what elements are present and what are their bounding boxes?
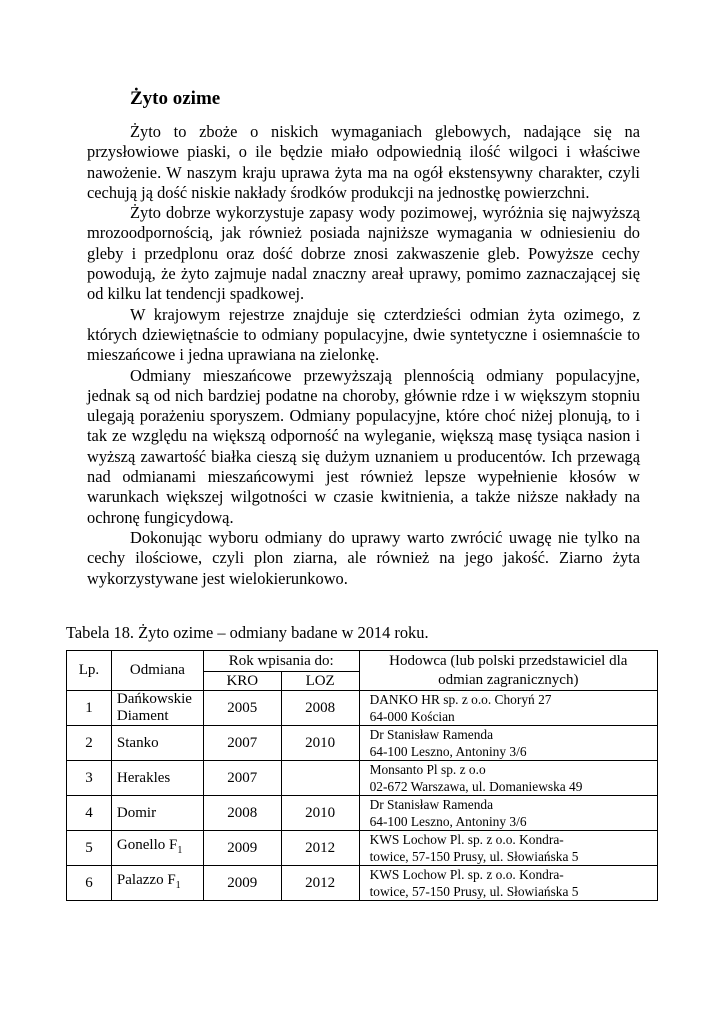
- variety-name: Gonello F: [116, 837, 178, 853]
- table-row: [67, 796, 658, 831]
- cell-breeder: [359, 831, 657, 866]
- table-row: [67, 866, 658, 901]
- breeder-line2: 64-100 Leszno, Antoniny 3/6: [369, 814, 527, 829]
- breeder-line2: towice, 57-150 Prusy, ul. Słowiańska 5: [369, 849, 579, 864]
- variety-name: Dańkowskie: [116, 691, 192, 707]
- cell-breeder: [359, 761, 657, 796]
- cell-variety: [111, 866, 203, 901]
- paragraph: W krajowym rejestrze znajduje się czterdzieści odmian żyta ozimego, z których dziewiętnaście to odmiany populacyjne, dwie syntetyczne i osiemnaście to mieszańcowe i jedna uprawiana na zielonkę.: [87, 304, 640, 365]
- cell-lp: 3: [67, 761, 112, 796]
- header-lp: Lp.: [67, 651, 112, 691]
- cell-kro: 2007: [203, 761, 281, 796]
- table-row: [67, 691, 658, 726]
- header-hodowca-line2: odmian zagranicznych): [438, 671, 579, 688]
- breeder-line2: 64-000 Kościan: [369, 709, 455, 724]
- breeder-line1: Monsanto Pl sp. z o.o: [369, 762, 486, 777]
- cell-breeder: [359, 866, 657, 901]
- paragraph: Odmiany mieszańcowe przewyższają plennością odmiany populacyjne, jednak są od nich bardziej podatne na choroby, głównie rdze i w większym stopniu ulegają porażeniu sporyszem. Odmiany populacyjne, które choć niżej plonują, to i tak ze względu na większą odporność na wyleganie, większą masę tysiąca nasion i wyższą zawartość białka cieszą się dużym uznaniem u producentów. Ich przewagą nad odmianami mieszańcowymi jest również lepsze wypełnienie kłosów w warunkach większej wilgotności w czasie kwitnienia, a także niższe nakłady na ochronę fungicydową.: [87, 365, 640, 527]
- variety-subscript: 1: [177, 845, 183, 856]
- cell-kro: 2005: [203, 691, 281, 726]
- cell-variety: [111, 761, 203, 796]
- cell-breeder: [359, 796, 657, 831]
- header-odmiana: Odmiana: [111, 651, 203, 691]
- cell-variety: [111, 831, 203, 866]
- table-body: [67, 691, 658, 901]
- breeder-line2: towice, 57-150 Prusy, ul. Słowiańska 5: [369, 884, 579, 899]
- cell-loz: 2010: [281, 726, 359, 761]
- cell-breeder: [359, 691, 657, 726]
- cell-kro: 2007: [203, 726, 281, 761]
- variety-subscript: 1: [175, 880, 181, 891]
- cell-loz: [281, 761, 359, 796]
- cell-lp: 5: [67, 831, 112, 866]
- section-heading: Żyto ozime: [130, 88, 221, 109]
- header-rok-wpisania: Rok wpisania do:: [203, 651, 359, 672]
- breeder-line1: KWS Lochow Pl. sp. z o.o. Kondra-: [369, 832, 564, 847]
- cell-loz: 2012: [281, 866, 359, 901]
- breeder-line1: Dr Stanisław Ramenda: [369, 727, 494, 742]
- breeder-line2: 64-100 Leszno, Antoniny 3/6: [369, 744, 527, 759]
- cell-loz: 2010: [281, 796, 359, 831]
- variety-name: Stanko: [116, 734, 159, 751]
- cell-lp: 6: [67, 866, 112, 901]
- header-hodowca: [359, 651, 657, 691]
- cell-loz: 2012: [281, 831, 359, 866]
- variety-name: Domir: [116, 804, 157, 821]
- cell-kro: 2009: [203, 866, 281, 901]
- cell-kro: 2009: [203, 831, 281, 866]
- breeder-line1: Dr Stanisław Ramenda: [369, 797, 494, 812]
- variety-name: Herakles: [116, 769, 171, 786]
- cell-loz: 2008: [281, 691, 359, 726]
- breeder-line1: DANKO HR sp. z o.o. Choryń 27: [369, 692, 552, 707]
- paragraph: Żyto dobrze wykorzystuje zapasy wody pozimowej, wyróżnia się najwyższą mrozoodpornością, jak również posiada najniższe wymagania w odniesieniu do gleby i przedplonu oraz dość dobrze znosi zakwaszenie gleb. Powyższe cechy powodują, że żyto zajmuje nadal znaczny areał uprawy, pomimo zaznaczającej się od kilku lat tendencji spadkowej.: [87, 203, 640, 304]
- breeder-line1: KWS Lochow Pl. sp. z o.o. Kondra-: [369, 867, 564, 882]
- header-loz: LOZ: [281, 672, 359, 691]
- header-kro: KRO: [203, 672, 281, 691]
- cell-variety: [111, 726, 203, 761]
- cell-lp: 1: [67, 691, 112, 726]
- variety-name: Palazzo F: [116, 872, 176, 888]
- cell-lp: 2: [67, 726, 112, 761]
- breeder-line2: 02-672 Warszawa, ul. Domaniewska 49: [369, 779, 583, 794]
- varieties-table: [66, 650, 658, 901]
- cell-variety: [111, 796, 203, 831]
- cell-kro: 2008: [203, 796, 281, 831]
- variety-name-line2: Diament: [116, 708, 169, 724]
- table-row: [67, 726, 658, 761]
- header-hodowca-line1: Hodowca (lub polski przedstawiciel dla: [389, 652, 628, 669]
- body-text: [87, 122, 640, 589]
- cell-variety: [111, 691, 203, 726]
- paragraph: Dokonując wyboru odmiany do uprawy warto zwrócić uwagę nie tylko na cechy ilościowe, czyli plon ziarna, ale również na jego jakość. Ziarno żyta wykorzystywane jest wielokierunkowo.: [87, 527, 640, 588]
- table-row: [67, 831, 658, 866]
- cell-breeder: [359, 726, 657, 761]
- paragraph: Żyto to zboże o niskich wymaganiach glebowych, nadające się na przysłowiowe piaski, o ile będzie miało odpowiednią ilość wilgoci i właściwe nawożenie. W naszym kraju uprawa żyta ma na ogół ekstensywny charakter, czyli cechują ją dość niskie nakłady środków produkcji na jednostkę powierzchni.: [87, 122, 640, 202]
- table-row: [67, 761, 658, 796]
- cell-lp: 4: [67, 796, 112, 831]
- table-caption: Tabela 18. Żyto ozime – odmiany badane w 2014 roku.: [66, 623, 429, 642]
